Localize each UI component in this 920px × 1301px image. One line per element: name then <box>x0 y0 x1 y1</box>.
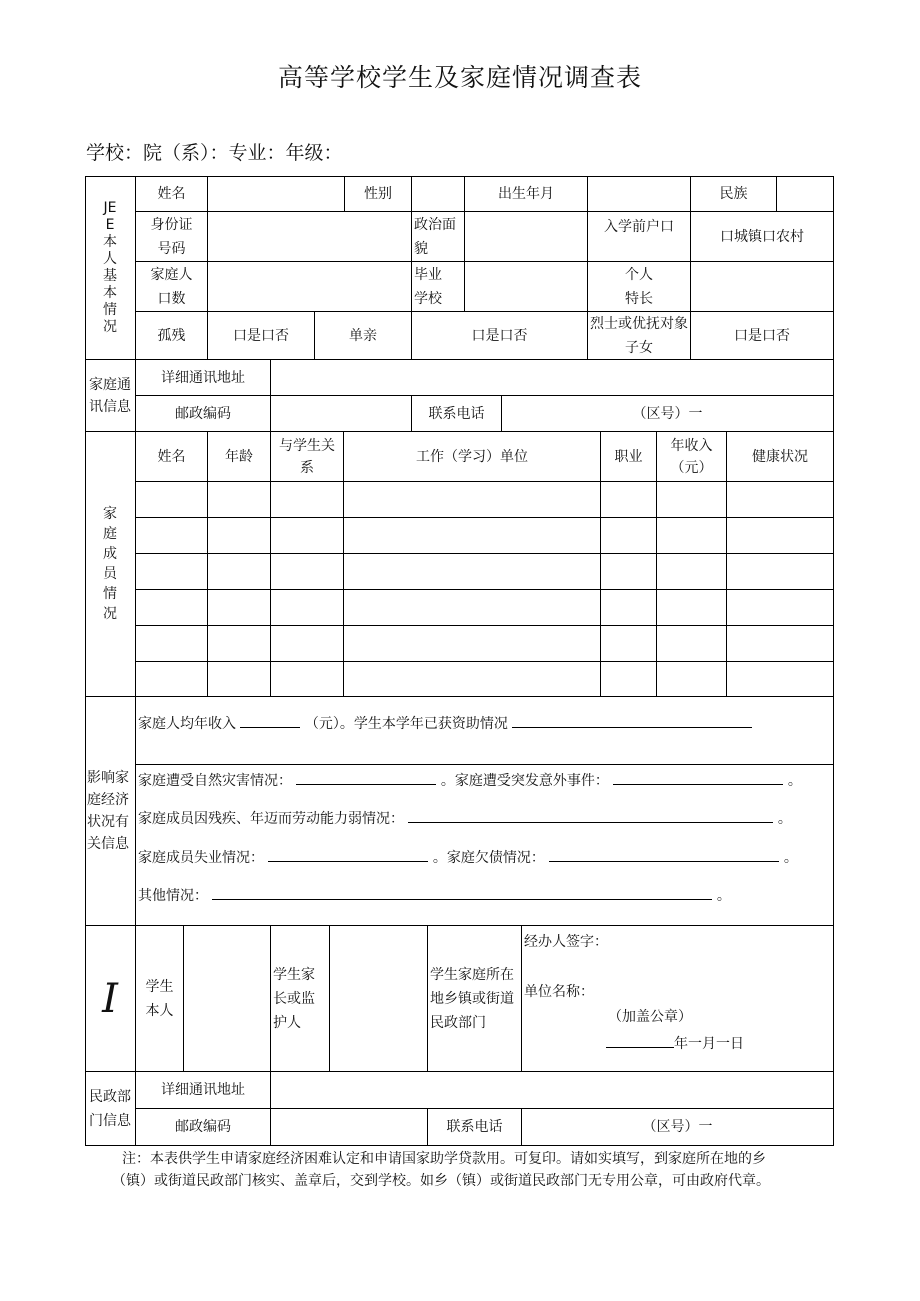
label-contact-phone: 联系电话 <box>412 396 502 432</box>
members-cell-name[interactable] <box>136 590 208 626</box>
members-cell-relation[interactable] <box>271 590 344 626</box>
members-cell-health[interactable] <box>727 626 834 662</box>
economy-line-income <box>138 713 752 734</box>
members-cell-occupation[interactable] <box>601 626 657 662</box>
economy-line-other <box>138 885 731 906</box>
input-student-signature[interactable] <box>184 926 271 1072</box>
members-cell-relation[interactable] <box>271 662 344 697</box>
input-per-capita-income[interactable] <box>240 713 300 728</box>
label-name: 姓名 <box>136 176 208 212</box>
members-cell-relation[interactable] <box>271 482 344 518</box>
period-mark: 。 <box>783 850 798 866</box>
members-cell-income[interactable] <box>657 626 727 662</box>
input-aid-received[interactable] <box>512 713 752 728</box>
label-official-seal: （加盖公章） <box>608 1009 692 1025</box>
input-disability[interactable] <box>408 808 773 823</box>
section-label-contact: 家庭通讯信息 <box>85 360 136 432</box>
label-student-signature: 学生本人 <box>136 926 184 1072</box>
input-civil-postcode[interactable] <box>271 1109 428 1146</box>
input-specialty[interactable] <box>691 262 834 312</box>
label-unemployment: 家庭成员失业情况： <box>138 850 264 866</box>
members-header-label: 年龄 <box>225 448 253 465</box>
members-header-label: 姓名 <box>157 448 186 465</box>
school-header-line: 学校：院（系）：专业：年级： <box>86 142 343 164</box>
label-civil-dept: 学生家庭所在地乡镇或街道民政部门 <box>428 926 522 1072</box>
label-guardian-signature: 学生家长或监护人 <box>271 926 330 1072</box>
input-gender[interactable] <box>412 176 465 212</box>
label-gender: 性别 <box>345 176 412 212</box>
label-family-size: 家庭人口数 <box>136 262 208 312</box>
members-cell-name[interactable] <box>136 662 208 697</box>
members-cell-relation[interactable] <box>271 554 344 590</box>
label-birth: 出生年月 <box>465 176 588 212</box>
members-header-label: 职业 <box>614 448 643 465</box>
input-civil-phone[interactable]: （区号）一 <box>522 1109 834 1146</box>
input-natural-disaster[interactable] <box>296 770 436 785</box>
label-contact-postcode: 邮政编码 <box>136 396 271 432</box>
input-accident[interactable] <box>613 770 783 785</box>
members-header-label: 年收入（元） <box>670 437 713 476</box>
label-single-parent: 单亲 <box>315 312 412 360</box>
label-disability: 家庭成员因残疾、年迈而劳动能力弱情况： <box>138 811 404 827</box>
footnote-line-1: 注：本表供学生申请家庭经济困难认定和申请国家助学贷款用。可复印。请如实填写，到家庭所在地的乡 <box>122 1151 766 1167</box>
label-hukou: 入学前户口 <box>588 212 691 262</box>
members-cell-employer[interactable] <box>344 554 601 590</box>
members-cell-employer[interactable] <box>344 626 601 662</box>
label-specialty: 个人特长 <box>588 262 691 312</box>
members-cell-employer[interactable] <box>344 518 601 554</box>
members-cell-income[interactable] <box>657 554 727 590</box>
members-cell-employer[interactable] <box>344 662 601 697</box>
members-header-label: 与学生关系 <box>279 437 335 476</box>
members-header-occupation <box>601 432 657 482</box>
members-header-income <box>657 432 727 482</box>
single-parent-options[interactable]: 口是口否 <box>412 312 588 360</box>
members-cell-occupation[interactable] <box>601 518 657 554</box>
economy-line-disaster <box>138 770 802 791</box>
input-other[interactable] <box>212 885 712 900</box>
section-label-basic: JEE本人基本情况 <box>85 176 136 360</box>
members-cell-name[interactable] <box>136 482 208 518</box>
martyr-options[interactable]: 口是口否 <box>691 312 834 360</box>
input-birth[interactable] <box>588 176 691 212</box>
members-cell-relation[interactable] <box>271 626 344 662</box>
label-per-capita-income: 家庭人均年收入 <box>138 716 236 732</box>
members-cell-health[interactable] <box>727 554 834 590</box>
input-date-year[interactable] <box>606 1033 674 1048</box>
label-natural-disaster: 家庭遭受自然灾害情况： <box>138 773 292 789</box>
members-header-relation <box>271 432 344 482</box>
members-cell-occupation[interactable] <box>601 662 657 697</box>
label-other: 其他情况： <box>138 888 208 904</box>
label-ethnicity: 民族 <box>691 176 777 212</box>
section-label-members: 家庭成员情况 <box>85 432 136 697</box>
label-id-card: 身份证号码 <box>136 212 208 262</box>
members-cell-name[interactable] <box>136 518 208 554</box>
section-label-economy: 影响家庭经济状况有关信息 <box>85 697 136 926</box>
input-family-size[interactable] <box>208 262 412 312</box>
input-school[interactable] <box>465 262 588 312</box>
members-cell-age[interactable] <box>208 626 271 662</box>
members-cell-occupation[interactable] <box>601 590 657 626</box>
input-debt[interactable] <box>549 847 779 862</box>
members-header-name <box>136 432 208 482</box>
label-unit-name: 单位名称： <box>524 984 594 1000</box>
page-title: 高等学校学生及家庭情况调查表 <box>277 63 642 92</box>
input-name[interactable] <box>208 176 345 212</box>
members-cell-employer[interactable] <box>344 482 601 518</box>
input-contact-phone[interactable]: （区号）一 <box>502 396 834 432</box>
label-civil-postcode: 邮政编码 <box>136 1109 271 1146</box>
members-cell-relation[interactable] <box>271 518 344 554</box>
members-header-health <box>727 432 834 482</box>
section-label-signatures: I <box>85 926 136 1072</box>
members-cell-age[interactable] <box>208 518 271 554</box>
footnote-line-2: （镇）或街道民政部门核实、盖章后，交到学校。如乡（镇）或街道民政部门无专用公章，可由政府代章。 <box>112 1173 770 1189</box>
period-mark: 。 <box>777 811 792 827</box>
members-cell-income[interactable] <box>657 518 727 554</box>
label-aid-received: （元）。学生本学年已获资助情况 <box>304 716 508 732</box>
label-officer-signature: 经办人签字： <box>524 934 608 950</box>
label-accident: 。家庭遭受突发意外事件： <box>440 773 609 789</box>
members-cell-health[interactable] <box>727 590 834 626</box>
period-mark: 。 <box>787 773 802 789</box>
members-cell-age[interactable] <box>208 554 271 590</box>
members-cell-age[interactable] <box>208 662 271 697</box>
input-id-card[interactable] <box>208 212 412 262</box>
members-cell-occupation[interactable] <box>601 482 657 518</box>
economy-line-unemployment <box>138 847 798 868</box>
label-contact-address: 详细通讯地址 <box>136 360 271 396</box>
input-contact-postcode[interactable] <box>271 396 412 432</box>
label-school: 毕业学校 <box>412 262 465 312</box>
label-orphan: 孤残 <box>136 312 208 360</box>
members-cell-health[interactable] <box>727 482 834 518</box>
input-unemployment[interactable] <box>268 847 428 862</box>
members-cell-age[interactable] <box>208 482 271 518</box>
members-header-label: 健康状况 <box>752 448 808 465</box>
input-guardian-signature[interactable] <box>330 926 428 1072</box>
members-cell-health[interactable] <box>727 662 834 697</box>
input-political[interactable] <box>465 212 588 262</box>
members-cell-income[interactable] <box>657 482 727 518</box>
input-civil-address[interactable] <box>271 1072 834 1109</box>
input-contact-address[interactable] <box>271 360 834 396</box>
label-debt: 。家庭欠债情况： <box>432 850 545 866</box>
period-mark: 。 <box>716 888 731 904</box>
section-label-civil: 民政部门信息 <box>85 1072 136 1146</box>
members-cell-employer[interactable] <box>344 590 601 626</box>
label-civil-address: 详细通讯地址 <box>136 1072 271 1109</box>
members-cell-income[interactable] <box>657 590 727 626</box>
hukou-options[interactable]: 口城镇口农村 <box>691 212 834 262</box>
members-cell-name[interactable] <box>136 554 208 590</box>
input-ethnicity[interactable] <box>777 176 834 212</box>
members-cell-income[interactable] <box>657 662 727 697</box>
label-civil-phone: 联系电话 <box>428 1109 522 1146</box>
members-header-age <box>208 432 271 482</box>
members-header-employer <box>344 432 601 482</box>
members-cell-age[interactable] <box>208 590 271 626</box>
economy-line-disability <box>138 808 792 829</box>
label-political: 政治面貌 <box>412 212 465 262</box>
label-martyr: 烈士或优抚对象子女 <box>588 312 691 360</box>
members-cell-occupation[interactable] <box>601 554 657 590</box>
members-cell-name[interactable] <box>136 626 208 662</box>
signature-date: 年一月一日 <box>606 1033 744 1054</box>
members-cell-health[interactable] <box>727 518 834 554</box>
members-header-label: 工作（学习）单位 <box>416 448 528 465</box>
orphan-options[interactable]: 口是口否 <box>208 312 315 360</box>
